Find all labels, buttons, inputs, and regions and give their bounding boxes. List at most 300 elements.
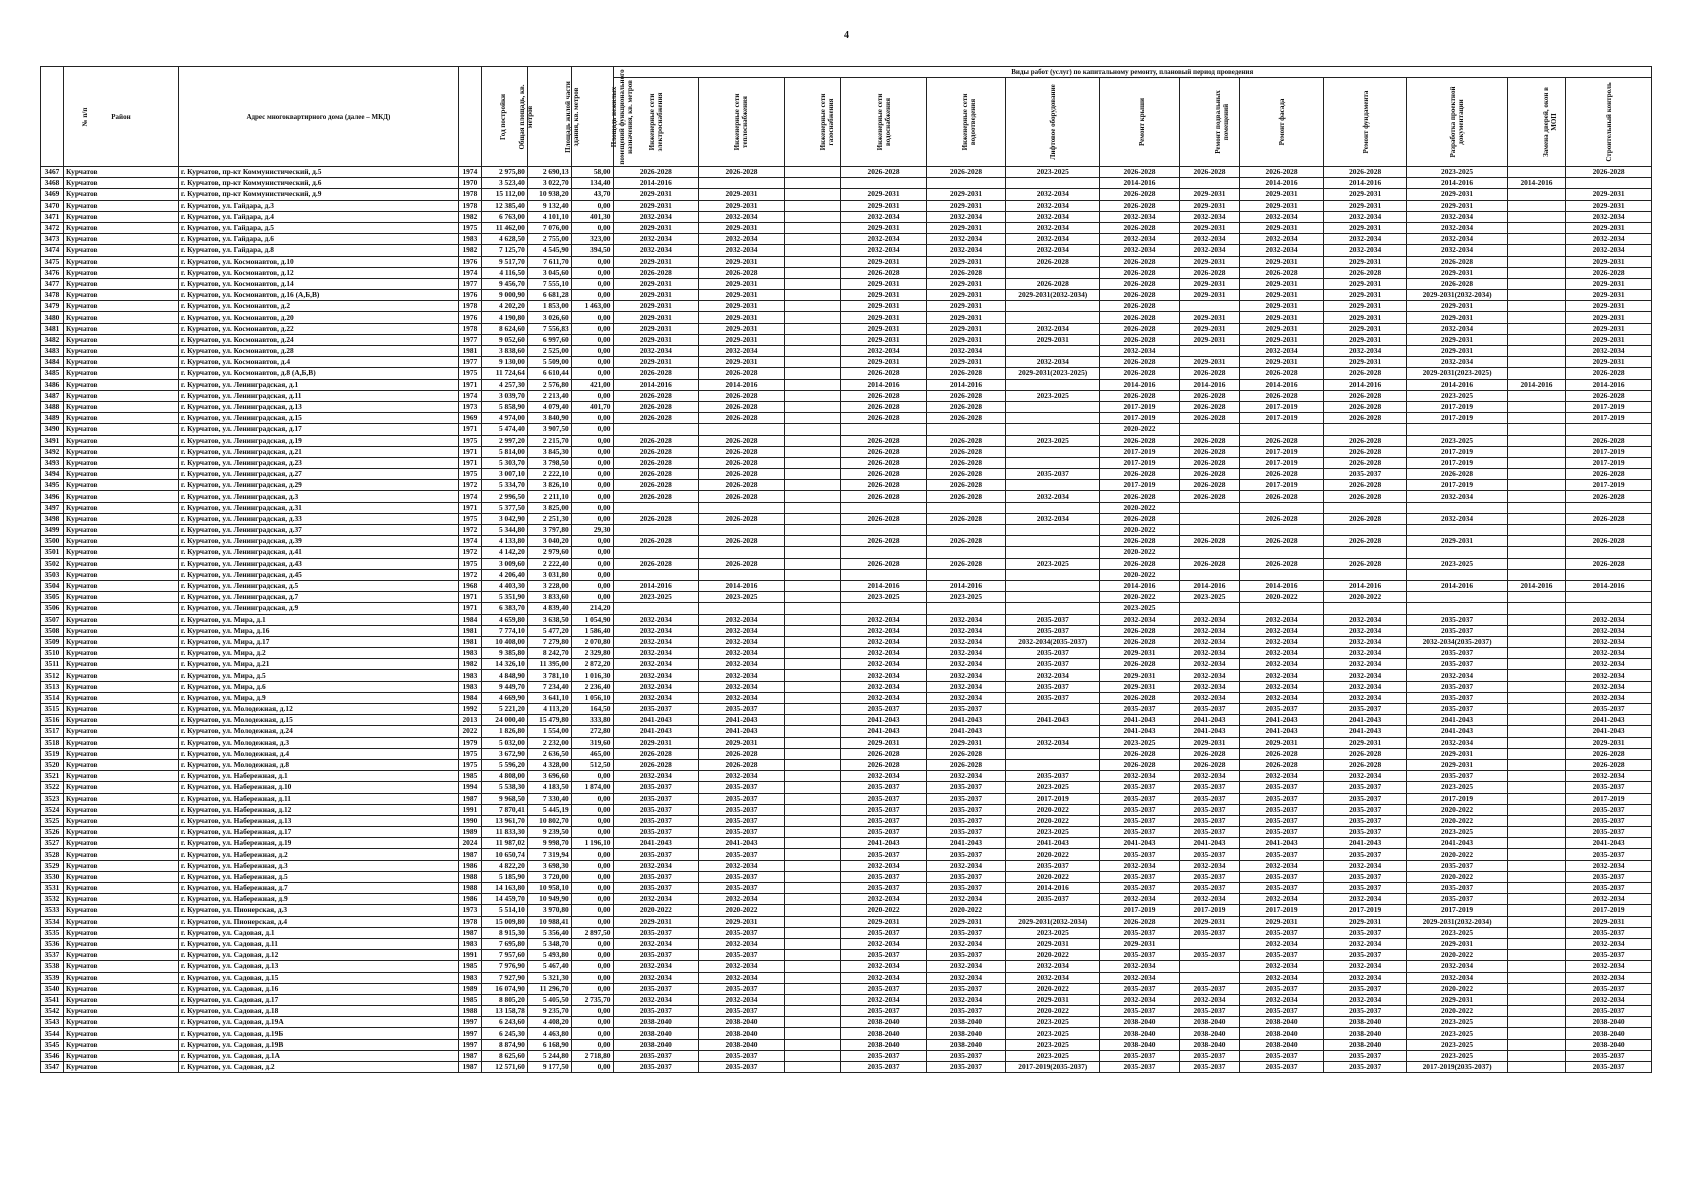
table-cell: 2026-2028 xyxy=(926,480,1005,491)
table-cell xyxy=(1006,413,1100,424)
table-cell: 3476 xyxy=(41,267,64,278)
table-cell: 2020-2022 xyxy=(1006,950,1100,961)
table-cell: 4 822,20 xyxy=(481,860,527,871)
table-cell: 3488 xyxy=(41,401,64,412)
table-cell: 2035-2037 xyxy=(926,1006,1005,1017)
table-cell: 2014-2016 xyxy=(613,379,699,390)
table-cell: 4 628,50 xyxy=(481,234,527,245)
table-cell: 2035-2037 xyxy=(699,883,785,894)
table-cell xyxy=(784,1062,840,1073)
table-cell: 2026-2028 xyxy=(1100,625,1179,636)
table-cell: 2035-2037 xyxy=(1006,860,1100,871)
table-cell: г. Курчатов, ул. Ленинградская, д.23 xyxy=(178,457,458,468)
table-cell xyxy=(1507,401,1566,412)
table-cell: 2035-2037 xyxy=(1100,804,1179,815)
table-cell: 1988 xyxy=(458,871,481,882)
table-cell: 2032-2034 xyxy=(1566,670,1652,681)
table-cell: 2029-2031 xyxy=(1240,222,1324,233)
table-cell: 3532 xyxy=(41,894,64,905)
table-cell: 2 213,40 xyxy=(527,390,571,401)
table-cell: 2026-2028 xyxy=(926,748,1005,759)
table-cell: 2035-2037 xyxy=(1323,983,1407,994)
table-cell: 2041-2043 xyxy=(1323,838,1407,849)
table-row xyxy=(41,715,1652,726)
table-cell: 214,20 xyxy=(571,603,613,614)
table-cell: Курчатов xyxy=(63,950,178,961)
table-cell: 8 805,20 xyxy=(481,994,527,1005)
table-cell: 5 351,90 xyxy=(481,592,527,603)
table-cell: 2029-2031 xyxy=(841,334,927,345)
table-cell: 1971 xyxy=(458,457,481,468)
table-cell: 0,00 xyxy=(571,256,613,267)
table-cell: 2026-2028 xyxy=(1323,413,1407,424)
table-cell xyxy=(784,916,840,927)
table-cell: 6 383,70 xyxy=(481,603,527,614)
table-cell: г. Курчатов, ул. Мира, д.2 xyxy=(178,648,458,659)
table-cell: 5 334,70 xyxy=(481,480,527,491)
table-cell: 2029-2031 xyxy=(1407,748,1507,759)
table-row xyxy=(41,782,1652,793)
table-cell: 2038-2040 xyxy=(926,1039,1005,1050)
table-cell xyxy=(1507,950,1566,961)
table-cell: 12 385,40 xyxy=(481,200,527,211)
table-cell: Курчатов xyxy=(63,234,178,245)
table-cell: 2038-2040 xyxy=(613,1028,699,1039)
table-cell: 2032-2034 xyxy=(1566,648,1652,659)
table-cell: 2035-2037 xyxy=(613,883,699,894)
table-cell: Курчатов xyxy=(63,301,178,312)
table-cell: 2035-2037 xyxy=(613,782,699,793)
table-cell: 2029-2031 xyxy=(699,301,785,312)
table-cell: г. Курчатов, ул. Ленинградская, д.41 xyxy=(178,547,458,558)
table-cell: 2023-2025 xyxy=(1407,927,1507,938)
table-cell: 2026-2028 xyxy=(1179,413,1240,424)
table-cell: 1972 xyxy=(458,480,481,491)
table-cell: 2035-2037 xyxy=(699,927,785,938)
table-cell: г. Курчатов, ул. Ленинградская, д.21 xyxy=(178,446,458,457)
table-cell: 2026-2028 xyxy=(1100,290,1179,301)
table-cell: 2029-2031(2032-2034) xyxy=(1407,916,1507,927)
table-cell: 2032-2034 xyxy=(1407,670,1507,681)
table-cell: 7 556,83 xyxy=(527,323,571,334)
table-cell: 2035-2037 xyxy=(1566,927,1652,938)
table-cell xyxy=(784,715,840,726)
table-cell: 0,00 xyxy=(571,446,613,457)
table-cell: 2014-2016 xyxy=(841,580,927,591)
table-cell: 2032-2034 xyxy=(1240,894,1324,905)
table-cell: 4 183,50 xyxy=(527,782,571,793)
table-cell xyxy=(699,569,785,580)
table-cell: 3514 xyxy=(41,692,64,703)
table-cell: 2017-2019 xyxy=(1566,905,1652,916)
table-cell: 2017-2019 xyxy=(1566,793,1652,804)
table-cell: 2029-2031 xyxy=(1100,648,1179,659)
table-cell: 2032-2034 xyxy=(1240,346,1324,357)
table-cell: 2029-2031 xyxy=(699,737,785,748)
table-cell: 9 130,00 xyxy=(481,357,527,368)
table-cell: 2032-2034 xyxy=(699,692,785,703)
table-cell: 2041-2043 xyxy=(1407,715,1507,726)
table-cell: 2032-2034(2035-2037) xyxy=(1407,636,1507,647)
table-cell: 2032-2034 xyxy=(1179,234,1240,245)
table-cell: 2032-2034 xyxy=(699,659,785,670)
table-cell: Курчатов xyxy=(63,178,178,189)
table-cell: 2032-2034 xyxy=(1240,771,1324,782)
table-cell: 2035-2037 xyxy=(1240,871,1324,882)
table-cell: 2041-2043 xyxy=(1240,838,1324,849)
table-cell: 3504 xyxy=(41,580,64,591)
table-cell: 2032-2034 xyxy=(926,636,1005,647)
table-cell: 2026-2028 xyxy=(699,167,785,178)
table-cell: Курчатов xyxy=(63,894,178,905)
table-row xyxy=(41,681,1652,692)
table-cell: г. Курчатов, ул. Садовая, д.12 xyxy=(178,950,458,961)
table-cell: 0,00 xyxy=(571,1028,613,1039)
table-cell: 2032-2034 xyxy=(1100,211,1179,222)
table-cell: 9 968,50 xyxy=(481,793,527,804)
table-cell: 13 961,70 xyxy=(481,815,527,826)
table-cell: 2026-2028 xyxy=(1566,435,1652,446)
table-cell: 2026-2028 xyxy=(841,267,927,278)
table-cell xyxy=(1006,547,1100,558)
table-cell xyxy=(1507,726,1566,737)
table-cell: 2026-2028 xyxy=(699,759,785,770)
table-cell: 2035-2037 xyxy=(699,704,785,715)
table-row xyxy=(41,290,1652,301)
table-cell: 2032-2034 xyxy=(926,771,1005,782)
table-cell: 1973 xyxy=(458,905,481,916)
table-cell: 2029-2031(2023-2025) xyxy=(1407,368,1507,379)
table-cell: 5 244,80 xyxy=(527,1050,571,1061)
table-cell xyxy=(1507,323,1566,334)
table-cell: 2035-2037 xyxy=(1179,704,1240,715)
table-cell xyxy=(784,480,840,491)
table-cell: 2 979,60 xyxy=(527,547,571,558)
table-cell: 1991 xyxy=(458,950,481,961)
table-cell: 2 236,40 xyxy=(571,681,613,692)
table-cell: 2026-2028 xyxy=(926,446,1005,457)
table-cell: 2017-2019 xyxy=(1240,457,1324,468)
table-cell xyxy=(1507,871,1566,882)
table-cell: 3531 xyxy=(41,883,64,894)
table-cell: 2020-2022 xyxy=(1407,871,1507,882)
table-cell: 6 763,00 xyxy=(481,211,527,222)
table-cell: 2029-2031 xyxy=(699,916,785,927)
table-cell: 4 116,50 xyxy=(481,267,527,278)
table-cell: 3 698,30 xyxy=(527,860,571,871)
table-cell: 2032-2034 xyxy=(841,234,927,245)
table-cell: 2029-2031 xyxy=(1179,189,1240,200)
table-cell: 1985 xyxy=(458,771,481,782)
table-cell xyxy=(784,491,840,502)
table-cell: 2014-2016 xyxy=(926,580,1005,591)
table-cell: 3473 xyxy=(41,234,64,245)
table-cell xyxy=(784,838,840,849)
table-cell: 11 987,02 xyxy=(481,838,527,849)
table-cell: 3503 xyxy=(41,569,64,580)
table-cell: 2017-2019 xyxy=(1407,401,1507,412)
table-cell: 2032-2034 xyxy=(699,346,785,357)
table-cell: 2035-2037 xyxy=(613,793,699,804)
table-cell xyxy=(784,368,840,379)
header-works-title: Виды работ (услуг) по капитальному ремонту, плановый период проведения xyxy=(613,67,1652,78)
table-cell: 2017-2019 xyxy=(1407,905,1507,916)
table-cell: 0,00 xyxy=(571,435,613,446)
table-cell: 2038-2040 xyxy=(1566,1017,1652,1028)
table-cell: 2026-2028 xyxy=(1240,390,1324,401)
table-cell: 2038-2040 xyxy=(841,1028,927,1039)
table-cell: 4 808,00 xyxy=(481,771,527,782)
table-cell xyxy=(1507,894,1566,905)
table-cell: 2026-2028 xyxy=(1179,401,1240,412)
table-cell: Курчатов xyxy=(63,547,178,558)
table-cell: Курчатов xyxy=(63,692,178,703)
table-cell: 2035-2037 xyxy=(1240,927,1324,938)
table-cell: 3 045,60 xyxy=(527,267,571,278)
table-cell: 3469 xyxy=(41,189,64,200)
table-cell: 6 997,60 xyxy=(527,334,571,345)
table-cell: 2026-2028 xyxy=(1323,457,1407,468)
table-cell: г. Курчатов, ул. Космонавтов, д.14 xyxy=(178,278,458,289)
table-cell: 4 257,30 xyxy=(481,379,527,390)
table-cell xyxy=(784,938,840,949)
table-row xyxy=(41,983,1652,994)
table-cell: 2032-2034 xyxy=(926,245,1005,256)
table-cell: 2029-2031 xyxy=(1566,222,1652,233)
table-cell: г. Курчатов, ул. Ленинградская, д.9 xyxy=(178,603,458,614)
table-cell xyxy=(1507,569,1566,580)
table-cell: Курчатов xyxy=(63,457,178,468)
table-cell: 2017-2019 xyxy=(1407,480,1507,491)
table-cell xyxy=(1006,346,1100,357)
table-cell: 2026-2028 xyxy=(613,446,699,457)
table-cell: 3512 xyxy=(41,670,64,681)
table-row xyxy=(41,815,1652,826)
table-cell: г. Курчатов, ул. Ленинградская, д.13 xyxy=(178,401,458,412)
table-cell: 3 009,60 xyxy=(481,558,527,569)
table-cell: 2026-2028 xyxy=(699,513,785,524)
table-cell: 2026-2028 xyxy=(926,267,1005,278)
table-cell: 2029-2031 xyxy=(1323,189,1407,200)
table-cell: 2032-2034 xyxy=(1566,211,1652,222)
table-cell: Курчатов xyxy=(63,480,178,491)
table-cell: 2020-2022 xyxy=(1100,502,1179,513)
table-cell: 2032-2034 xyxy=(1179,860,1240,871)
table-cell xyxy=(1507,334,1566,345)
table-cell: 2035-2037 xyxy=(1240,827,1324,838)
table-cell: 2035-2037 xyxy=(926,804,1005,815)
table-cell: 2035-2037 xyxy=(1006,771,1100,782)
table-cell: г. Курчатов, пр-кт Коммунистический, д.6 xyxy=(178,178,458,189)
table-cell: 2014-2016 xyxy=(1179,580,1240,591)
table-cell: 1 196,10 xyxy=(571,838,613,849)
table-cell: 2032-2034 xyxy=(1100,860,1179,871)
table-cell: 2017-2019 xyxy=(1240,446,1324,457)
table-cell: 2035-2037 xyxy=(841,1006,927,1017)
table-cell: Курчатов xyxy=(63,1006,178,1017)
table-cell: 2032-2034 xyxy=(841,648,927,659)
table-cell: 2035-2037 xyxy=(841,1050,927,1061)
table-cell: 2032-2034 xyxy=(1100,245,1179,256)
table-row xyxy=(41,323,1652,334)
table-cell: 2026-2028 xyxy=(926,413,1005,424)
table-cell: 3 907,50 xyxy=(527,424,571,435)
table-cell: 2026-2028 xyxy=(1566,469,1652,480)
table-cell xyxy=(1179,938,1240,949)
table-cell: 2029-2031 xyxy=(1179,222,1240,233)
table-cell: 2026-2028 xyxy=(1100,167,1179,178)
table-cell: 3 026,60 xyxy=(527,312,571,323)
table-cell: 3485 xyxy=(41,368,64,379)
table-cell: 2026-2028 xyxy=(1100,312,1179,323)
table-cell: 5 474,40 xyxy=(481,424,527,435)
table-cell: г. Курчатов, ул. Гайдара, д.5 xyxy=(178,222,458,233)
table-cell: 2032-2034 xyxy=(699,625,785,636)
table-cell: 2032-2034 xyxy=(1566,938,1652,949)
table-cell: 2029-2031 xyxy=(1566,334,1652,345)
table-cell: 5 377,50 xyxy=(481,502,527,513)
table-cell: 2029-2031 xyxy=(1179,357,1240,368)
table-cell: 2026-2028 xyxy=(613,558,699,569)
table-cell: 2041-2043 xyxy=(1323,715,1407,726)
table-cell: 2032-2034 xyxy=(841,614,927,625)
table-cell xyxy=(1179,502,1240,513)
table-cell: 1968 xyxy=(458,580,481,591)
table-cell: 0,00 xyxy=(571,558,613,569)
table-row xyxy=(41,961,1652,972)
table-cell: 3528 xyxy=(41,849,64,860)
table-row xyxy=(41,413,1652,424)
table-cell: 2035-2037 xyxy=(1566,815,1652,826)
table-cell: Курчатов xyxy=(63,938,178,949)
table-row xyxy=(41,525,1652,536)
table-cell: г. Курчатов, ул. Садовая, д.11 xyxy=(178,938,458,949)
table-cell: 2032-2034 xyxy=(699,972,785,983)
table-cell: 7 234,40 xyxy=(527,681,571,692)
table-cell: 2020-2022 xyxy=(1323,592,1407,603)
table-cell xyxy=(1507,222,1566,233)
table-cell: Курчатов xyxy=(63,748,178,759)
table-cell: 2032-2034 xyxy=(1179,670,1240,681)
table-cell: 2026-2028 xyxy=(1179,457,1240,468)
table-cell: г. Курчатов, ул. Ленинградская, д.27 xyxy=(178,469,458,480)
table-cell: 3 845,30 xyxy=(527,446,571,457)
table-cell: 2029-2031 xyxy=(613,222,699,233)
table-cell: 2017-2019 xyxy=(1006,793,1100,804)
table-cell xyxy=(1566,502,1652,513)
table-cell: Курчатов xyxy=(63,446,178,457)
table-cell: 3507 xyxy=(41,614,64,625)
table-cell: 2035-2037 xyxy=(1407,614,1507,625)
table-cell: г. Курчатов, ул. Ленинградская, д.31 xyxy=(178,502,458,513)
table-cell: 3525 xyxy=(41,815,64,826)
table-cell: 2032-2034 xyxy=(1179,771,1240,782)
table-cell: 2026-2028 xyxy=(1566,536,1652,547)
table-cell: 2038-2040 xyxy=(699,1028,785,1039)
table-cell xyxy=(1566,178,1652,189)
table-cell: 2017-2019 xyxy=(1323,905,1407,916)
table-cell: 0,00 xyxy=(571,972,613,983)
table-cell: г. Курчатов, ул. Молодежная, д.15 xyxy=(178,715,458,726)
table-row xyxy=(41,905,1652,916)
table-cell: 2035-2037 xyxy=(1566,1050,1652,1061)
table-cell: 2029-2031 xyxy=(699,312,785,323)
table-cell xyxy=(926,424,1005,435)
table-cell: 1 054,90 xyxy=(571,614,613,625)
table-cell: 2029-2031 xyxy=(926,200,1005,211)
table-cell: 2023-2025 xyxy=(1006,782,1100,793)
table-cell: 2035-2037 xyxy=(1323,1006,1407,1017)
table-cell xyxy=(784,234,840,245)
table-cell: 2024 xyxy=(458,838,481,849)
table-cell xyxy=(926,569,1005,580)
table-cell: 2035-2037 xyxy=(1240,849,1324,860)
table-cell: 0,00 xyxy=(571,536,613,547)
table-cell: 2041-2043 xyxy=(1407,726,1507,737)
table-cell xyxy=(784,357,840,368)
table-cell: 3486 xyxy=(41,379,64,390)
table-cell: 2035-2037 xyxy=(1179,927,1240,938)
table-cell: 2032-2034 xyxy=(613,211,699,222)
table-cell: 2029-2031 xyxy=(1566,737,1652,748)
table-cell: 1994 xyxy=(458,782,481,793)
table-row xyxy=(41,469,1652,480)
table-cell xyxy=(1407,547,1507,558)
table-cell: 2032-2034 xyxy=(1323,972,1407,983)
table-cell: 4 974,00 xyxy=(481,413,527,424)
table-cell: 2041-2043 xyxy=(613,726,699,737)
table-cell: 3477 xyxy=(41,278,64,289)
table-cell: 2029-2031 xyxy=(841,916,927,927)
table-cell: 134,40 xyxy=(571,178,613,189)
table-cell: 2035-2037 xyxy=(1566,827,1652,838)
table-cell: 2029-2031 xyxy=(1323,312,1407,323)
table-cell: 2032-2034 xyxy=(1407,211,1507,222)
table-cell: 2026-2028 xyxy=(841,413,927,424)
table-row xyxy=(41,748,1652,759)
table-cell: 0,00 xyxy=(571,883,613,894)
table-cell: Курчатов xyxy=(63,267,178,278)
table-cell: 2029-2031 xyxy=(1179,200,1240,211)
table-cell: 3497 xyxy=(41,502,64,513)
table-cell: 2026-2028 xyxy=(1179,368,1240,379)
table-cell: 2032-2034 xyxy=(1006,737,1100,748)
table-cell: 12 571,60 xyxy=(481,1062,527,1073)
table-cell: 2032-2034 xyxy=(1240,614,1324,625)
table-cell: 2026-2028 xyxy=(613,759,699,770)
table-cell: 2032-2034 xyxy=(1566,771,1652,782)
table-cell xyxy=(1507,502,1566,513)
table-cell: 2032-2034 xyxy=(841,972,927,983)
table-cell xyxy=(1507,368,1566,379)
table-cell: Курчатов xyxy=(63,827,178,838)
table-cell: 8 624,60 xyxy=(481,323,527,334)
table-cell: 1975 xyxy=(458,469,481,480)
table-cell: Курчатов xyxy=(63,368,178,379)
table-cell xyxy=(784,278,840,289)
table-row xyxy=(41,502,1652,513)
table-cell: 2035-2037 xyxy=(1100,793,1179,804)
table-cell: 0,00 xyxy=(571,200,613,211)
table-cell xyxy=(841,525,927,536)
table-cell: 2032-2034 xyxy=(1323,614,1407,625)
table-cell: 2035-2037 xyxy=(613,804,699,815)
table-cell: 2026-2028 xyxy=(699,413,785,424)
table-cell: 2029-2031 xyxy=(1566,357,1652,368)
table-cell: 0,00 xyxy=(571,1039,613,1050)
table-cell xyxy=(1179,525,1240,536)
table-cell xyxy=(1179,346,1240,357)
